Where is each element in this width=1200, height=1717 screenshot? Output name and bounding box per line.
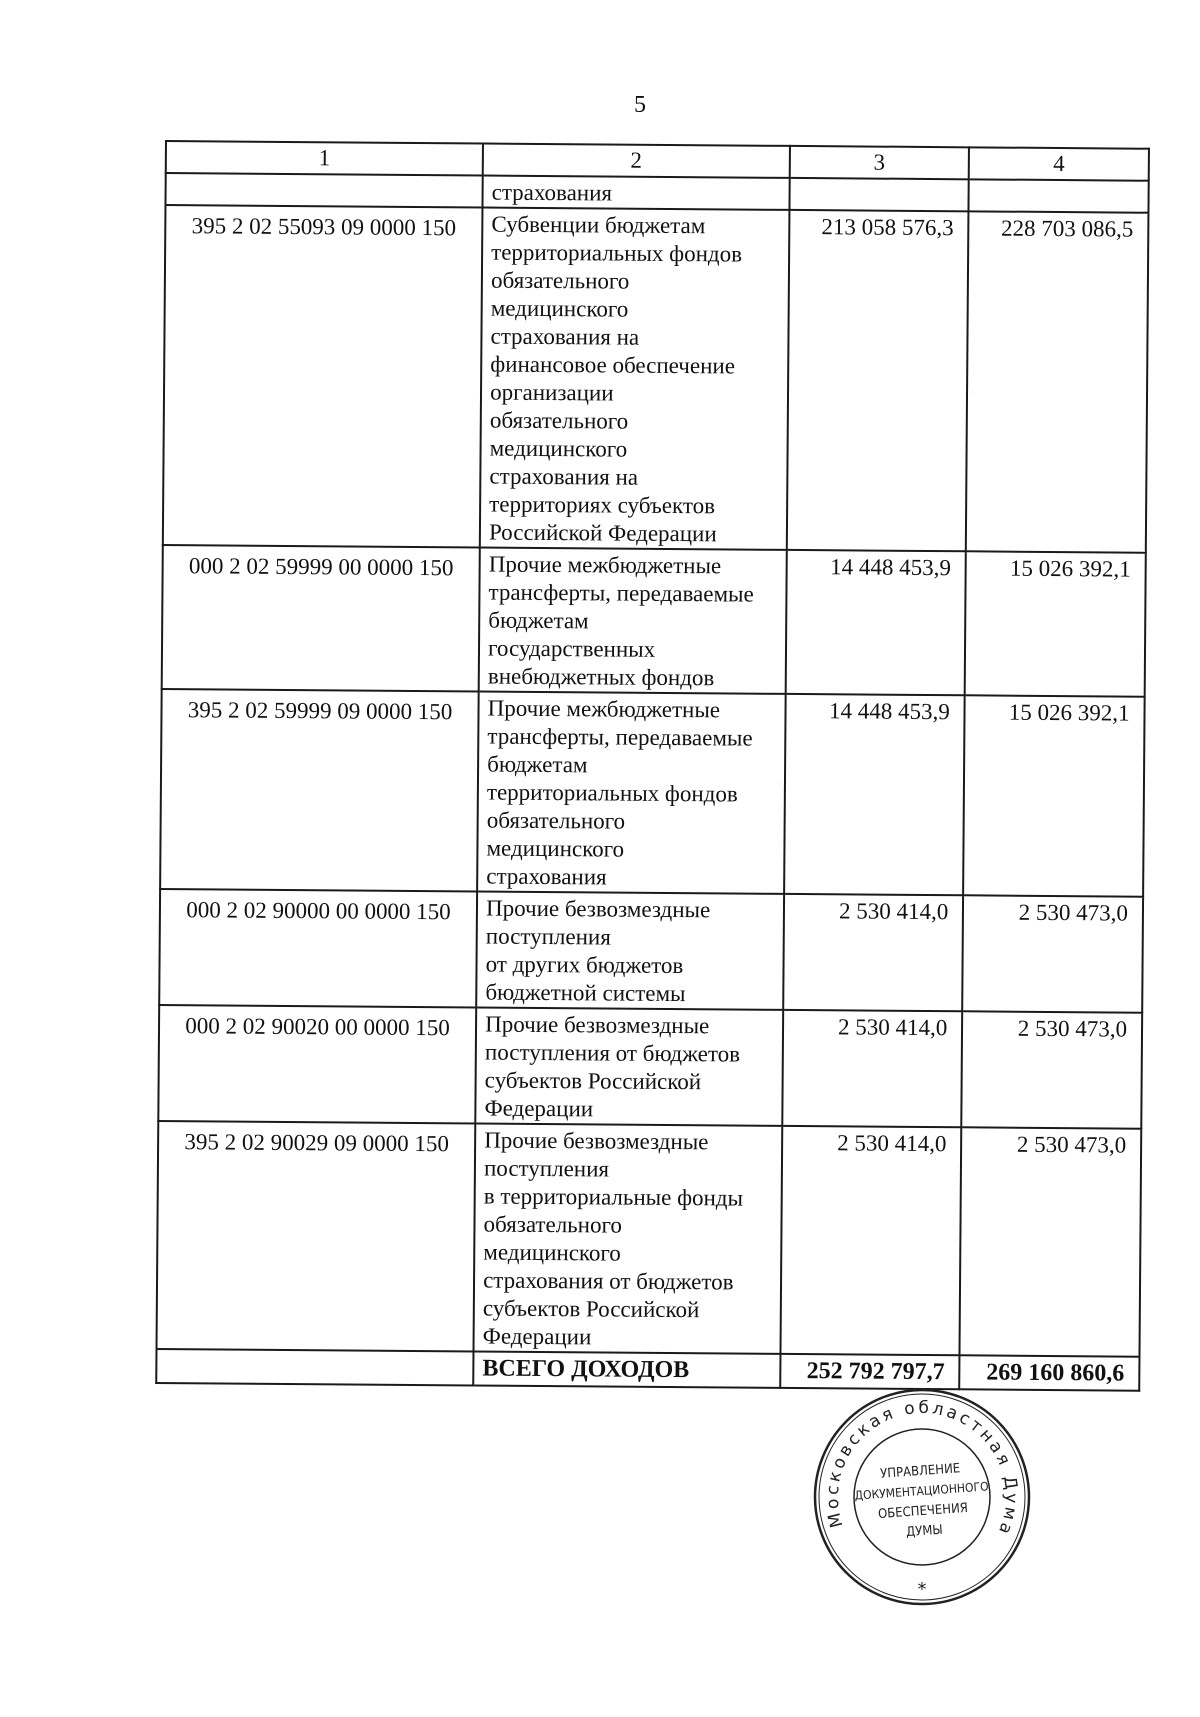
budget-code-cell: 000 2 02 59999 00 0000 150 bbox=[162, 545, 480, 691]
revenue-name-line: бюджетной системы bbox=[485, 979, 686, 1007]
budget-code-cell: 395 2 02 55093 09 0000 150 bbox=[163, 205, 483, 547]
svg-text:Московская областная Дума: Московская областная Дума bbox=[822, 1397, 1022, 1540]
revenue-name-line: обязательного bbox=[490, 267, 630, 294]
revenue-name-cell bbox=[477, 691, 785, 893]
revenue-name-line: организации bbox=[490, 379, 614, 406]
revenue-name-line: обязательного bbox=[483, 1211, 622, 1238]
svg-text:*: * bbox=[917, 1579, 927, 1600]
revenue-name-line: государственных bbox=[488, 635, 656, 662]
revenue-name-line: поступления bbox=[483, 1155, 610, 1182]
revenue-name-line: Прочие безвозмездные bbox=[485, 1011, 710, 1039]
revenue-name-cell bbox=[474, 1123, 782, 1353]
revenue-name-line: финансовое обеспечение bbox=[490, 351, 736, 379]
table-row bbox=[163, 205, 1149, 553]
amount-cell-2: 228 703 086,5 bbox=[966, 211, 1148, 552]
svg-text:ДОКУМЕНТАЦИОННОГО: ДОКУМЕНТАЦИОННОГО bbox=[854, 1479, 990, 1503]
revenue-name-line: бюджетам bbox=[488, 607, 589, 634]
revenue-name-line: субъектов Российской bbox=[482, 1295, 700, 1323]
header-cell-code: 1 bbox=[166, 141, 483, 175]
revenue-name-line: внебюджетных фондов bbox=[487, 663, 715, 691]
revenue-name-line: обязательного bbox=[486, 807, 626, 834]
revenue-name-line: поступления от бюджетов bbox=[484, 1039, 741, 1067]
revenue-name-line: медицинского bbox=[489, 435, 628, 462]
revenue-name-cell bbox=[480, 207, 789, 549]
revenue-name-line: Прочие межбюджетные bbox=[488, 551, 722, 579]
header-cell-value-2: 4 bbox=[969, 147, 1149, 180]
revenue-name-line: территориях субъектов bbox=[489, 491, 716, 519]
svg-text:ДУМЫ: ДУМЫ bbox=[905, 1522, 944, 1541]
amount-cell-2: 15 026 392,1 bbox=[963, 695, 1144, 896]
revenue-name-line: Прочие межбюджетные bbox=[487, 695, 721, 723]
revenue-name-line: Федерации bbox=[482, 1323, 592, 1350]
amount-cell-2 bbox=[969, 179, 1149, 212]
revenue-name-line: Федерации bbox=[484, 1095, 594, 1122]
revenue-table bbox=[155, 140, 1150, 1392]
revenue-name-cell bbox=[476, 891, 783, 1009]
revenue-name-line: от других бюджетов bbox=[485, 951, 684, 979]
revenue-name-line: трансферты, передаваемые bbox=[487, 723, 753, 751]
revenue-name-line: медицинского bbox=[483, 1239, 621, 1266]
amount-cell-2: 2 530 473,0 bbox=[962, 895, 1143, 1012]
revenue-name-line: территориальных фондов bbox=[491, 239, 743, 267]
amount-cell-2: 2 530 473,0 bbox=[962, 1011, 1143, 1128]
revenue-name-line: страхования на bbox=[490, 323, 640, 350]
header-cell-value-1: 3 bbox=[789, 146, 969, 179]
budget-code-cell: 000 2 02 90020 00 0000 150 bbox=[158, 1005, 476, 1123]
total-amount-2: 269 160 860,6 bbox=[960, 1355, 1140, 1390]
revenue-name-line: Прочие безвозмездные bbox=[485, 895, 711, 923]
official-seal bbox=[810, 1385, 1034, 1609]
revenue-name-line: трансферты, передаваемые bbox=[488, 579, 754, 607]
revenue-name-line: Прочие безвозмездные bbox=[484, 1127, 709, 1155]
revenue-name-line: страхования от бюджетов bbox=[483, 1267, 734, 1295]
revenue-name-cell bbox=[475, 1007, 782, 1125]
table-row bbox=[160, 689, 1145, 897]
svg-text:УПРАВЛЕНИЕ: УПРАВЛЕНИЕ bbox=[879, 1461, 961, 1482]
revenue-name-line: страхования bbox=[491, 179, 613, 206]
svg-text:ОБЕСПЕЧЕНИЯ: ОБЕСПЕЧЕНИЯ bbox=[877, 1500, 969, 1523]
revenue-name-line: Субвенции бюджетам bbox=[491, 211, 706, 239]
amount-cell-1: 14 448 453,9 bbox=[784, 694, 965, 895]
table-row bbox=[157, 1121, 1142, 1357]
amount-cell-1: 213 058 576,3 bbox=[786, 210, 968, 551]
revenue-name-line: медицинского bbox=[486, 835, 625, 862]
revenue-name-line: поступления bbox=[485, 923, 611, 950]
budget-code-cell: 395 2 02 59999 09 0000 150 bbox=[160, 689, 479, 891]
revenue-name-line: в территориальные фонды bbox=[483, 1183, 744, 1211]
budget-code-cell: 395 2 02 90029 09 0000 150 bbox=[157, 1121, 476, 1351]
table-body bbox=[156, 141, 1149, 1391]
revenue-name-line: обязательного bbox=[489, 407, 629, 434]
revenue-name-line: медицинского bbox=[490, 295, 629, 322]
revenue-name-line: страхования на bbox=[489, 463, 639, 490]
total-amount-1: 252 792 797,7 bbox=[780, 1354, 960, 1389]
header-cell-name: 2 bbox=[483, 143, 790, 177]
revenue-name-cell bbox=[483, 175, 790, 209]
revenue-name-line: территориальных фондов bbox=[486, 779, 738, 807]
amount-cell-1 bbox=[789, 178, 969, 211]
revenue-name-line: субъектов Российской bbox=[484, 1067, 702, 1095]
page-number: 5 bbox=[634, 92, 646, 118]
amount-cell-1: 2 530 414,0 bbox=[782, 1010, 963, 1127]
revenue-name-line: страхования bbox=[486, 863, 607, 890]
table-row bbox=[158, 1005, 1142, 1129]
amount-cell-1: 2 530 414,0 bbox=[783, 894, 964, 1011]
budget-code-cell bbox=[165, 173, 482, 207]
amount-cell-2: 2 530 473,0 bbox=[960, 1127, 1141, 1356]
official-seal-graphic bbox=[810, 1385, 1034, 1609]
amount-cell-1: 14 448 453,9 bbox=[785, 550, 966, 695]
revenue-name-line: Российской Федерации bbox=[488, 519, 717, 547]
table-row bbox=[162, 545, 1146, 697]
amount-cell-2: 15 026 392,1 bbox=[965, 551, 1146, 696]
table-row bbox=[159, 889, 1143, 1013]
revenue-name-line: бюджетам bbox=[487, 751, 588, 778]
budget-code-cell: 000 2 02 90000 00 0000 150 bbox=[159, 889, 477, 1007]
revenue-name-cell bbox=[479, 547, 787, 693]
total-label: ВСЕГО ДОХОДОВ bbox=[473, 1351, 780, 1387]
amount-cell-1: 2 530 414,0 bbox=[780, 1126, 961, 1355]
total-empty-cell bbox=[156, 1349, 473, 1385]
